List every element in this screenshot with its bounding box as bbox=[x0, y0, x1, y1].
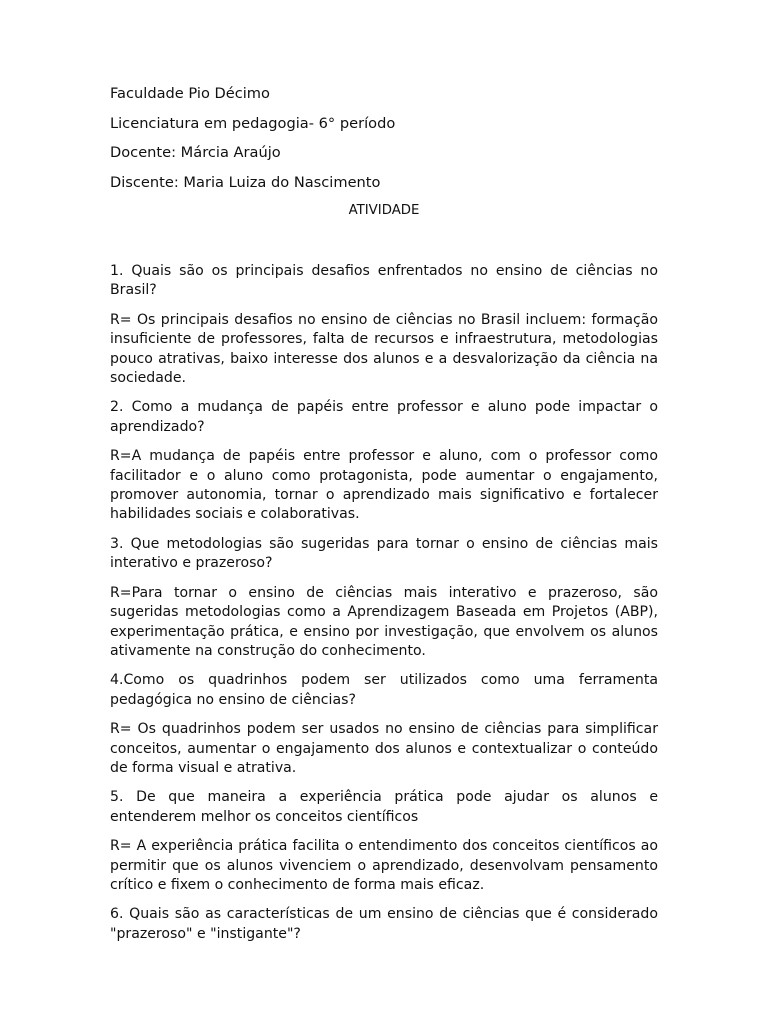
institution-name: Faculdade Pio Décimo bbox=[110, 85, 270, 102]
question-6: 6. Quais são as características de um ensino de ciências que é considerado "prazeroso" e "instigante"? bbox=[110, 906, 658, 942]
answer-3: R=Para tornar o ensino de ciências mais interativo e prazeroso, são sugeridas metodologias como a Aprendizagem Baseada em Projetos (ABP), experimentação prática, e ensino por investigação, que envolvem os alunos ativamente na construção do conhecimento. bbox=[110, 584, 658, 659]
question-3: 3. Que metodologias são sugeridas para tornar o ensino de ciências mais interativo e prazeroso? bbox=[110, 535, 658, 572]
document-title: ATIVIDADE bbox=[348, 203, 420, 218]
answer-1: R= Os principais desafios no ensino de ciências no Brasil incluem: formação insuficiente de professores, falta de recursos e infraestrutura, metodologias pouco atrativas, baixo interesse dos alunos e a desvalorização da ciência na sociedade. bbox=[110, 311, 658, 387]
student-name: Discente: Maria Luiza do Nascimento bbox=[110, 173, 381, 191]
document-header bbox=[110, 84, 670, 202]
course-name: Licenciatura em pedagogia- 6° período bbox=[110, 114, 396, 132]
document-body bbox=[110, 262, 658, 954]
question-2: 2. Como a mudança de papéis entre professor e aluno pode impactar o aprendizado? bbox=[110, 399, 658, 435]
question-5: 5. De que maneira a experiência prática pode ajudar os alunos e entenderem melhor os conceitos científicos bbox=[110, 789, 658, 825]
answer-5: R= A experiência prática facilita o entendimento dos conceitos científicos ao permitir que os alunos vivenciem o aprendizado, desenvolvam pensamento crítico e fixem o conhecimento de forma mais eficaz. bbox=[110, 838, 658, 893]
question-1: 1. Quais são os principais desafios enfrentados no ensino de ciências no Brasil? bbox=[110, 263, 658, 299]
teacher-name: Docente: Márcia Araújo bbox=[110, 144, 281, 161]
answer-2: R=A mudança de papéis entre professor e aluno, com o professor como facilitador e o aluno como protagonista, pode aumentar o engajamento, promover autonomia, tornar o aprendizado mais significativo e fortalecer habilidades sociais e colaborativas. bbox=[110, 448, 658, 523]
answer-4: R= Os quadrinhos podem ser usados no ensino de ciências para simplificar conceitos, aumentar o engajamento dos alunos e contextualizar o conteúdo de forma visual e atrativa. bbox=[110, 721, 658, 776]
question-4: 4.Como os quadrinhos podem ser utilizados como uma ferramenta pedagógica no ensino de ciências? bbox=[110, 672, 658, 708]
